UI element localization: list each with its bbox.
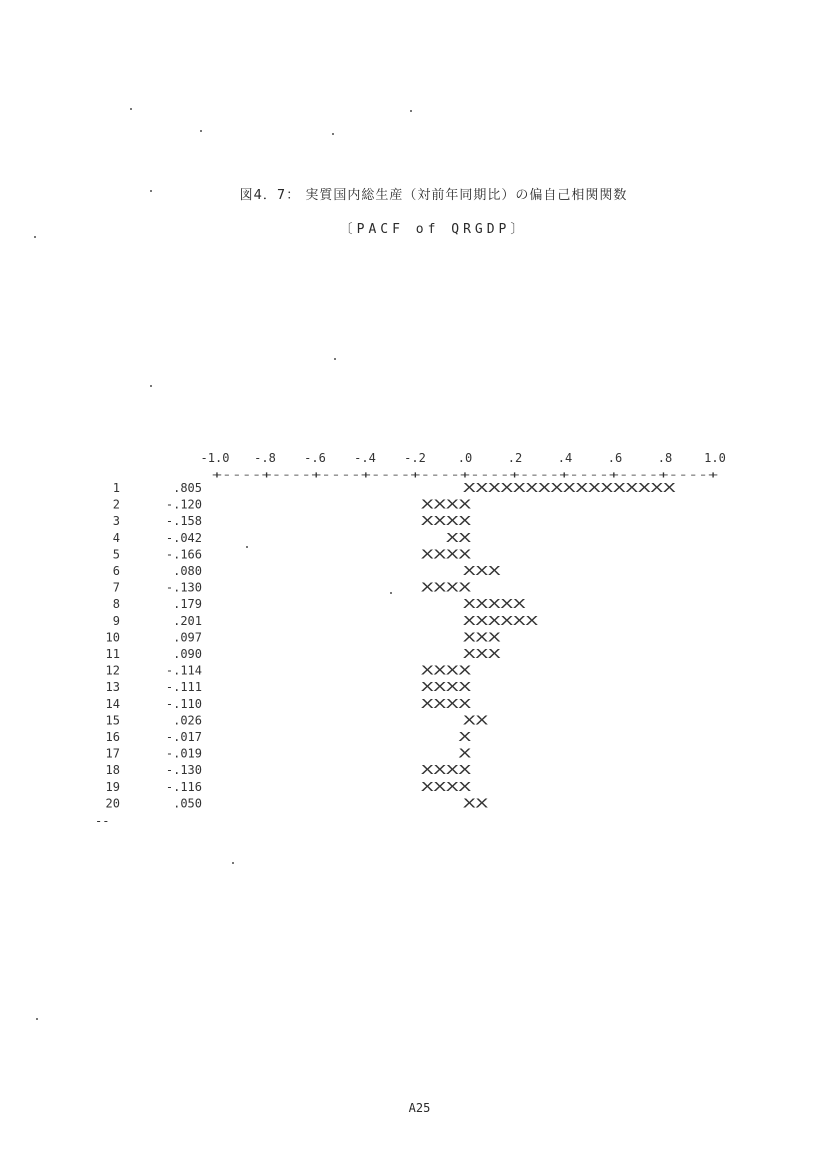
- value-label: -.042: [165, 530, 202, 545]
- pacf-bar: XXXX: [421, 696, 473, 711]
- pacf-bar: XXXX: [421, 580, 473, 595]
- axis-tick-label: -1.0: [200, 451, 230, 465]
- pacf-bar: XXXX: [421, 763, 473, 778]
- value-label: .201: [173, 613, 202, 628]
- lag-label: 18: [105, 763, 120, 778]
- pacf-bar: XXX: [463, 647, 502, 661]
- pacf-bar: XXXX: [421, 663, 473, 678]
- scan-speck: [246, 546, 248, 548]
- value-label: -.114: [165, 663, 202, 678]
- pacf-bar: XXXXX: [463, 597, 527, 612]
- pacf-bar: XXX: [463, 630, 502, 645]
- pacf-bar: XXXXXX: [463, 613, 540, 628]
- lag-label: 7: [112, 580, 120, 595]
- lag-label: 8: [112, 597, 120, 612]
- figure-title: 図4．7： 実質国内総生産（対前年同期比）の偏自己相関関数: [239, 188, 628, 203]
- lag-label: 19: [105, 779, 120, 794]
- pacf-bar: XXXXXXXXXXXXXXXXX: [463, 481, 677, 495]
- axis-tick-label: 1.0: [704, 451, 726, 465]
- value-label: .050: [173, 796, 202, 811]
- value-label: -.019: [165, 746, 202, 761]
- value-label: -.017: [165, 730, 202, 744]
- lag-label: 17: [105, 746, 120, 761]
- pacf-bar: XXXX: [421, 514, 473, 529]
- lag-label: 11: [105, 647, 120, 661]
- scan-speck: [150, 385, 152, 387]
- lag-label: 20: [105, 796, 120, 811]
- end-marker: --: [95, 814, 110, 828]
- lag-label: 10: [105, 630, 120, 645]
- value-label: -.111: [165, 680, 202, 695]
- pacf-bar: XXX: [463, 564, 502, 578]
- value-label: -.120: [165, 497, 202, 512]
- value-label: .805: [173, 481, 202, 495]
- value-label: -.166: [165, 547, 202, 562]
- lag-label: 15: [105, 713, 120, 728]
- lag-label: 2: [112, 497, 120, 512]
- value-label: .179: [173, 597, 202, 612]
- scan-speck: [334, 358, 336, 360]
- value-label: -.110: [165, 696, 202, 711]
- axis-tick-label: -.2: [404, 451, 426, 465]
- lag-label: 12: [105, 663, 120, 678]
- scan-speck: [150, 190, 152, 192]
- axis-tick-label: -.4: [354, 451, 376, 465]
- axis-tick-label: .6: [607, 451, 623, 465]
- lag-label: 1: [112, 481, 120, 495]
- value-label: -.116: [165, 779, 202, 794]
- axis-tick-label: -.8: [254, 451, 276, 465]
- lag-label: 9: [112, 613, 120, 628]
- axis-tick-label: .4: [557, 451, 573, 465]
- value-label: .080: [173, 564, 202, 578]
- lag-label: 5: [112, 547, 120, 562]
- pacf-bar: XX: [463, 713, 490, 728]
- scan-speck: [200, 130, 202, 132]
- scan-speck: [36, 1018, 38, 1020]
- pacf-bar: XXXX: [421, 779, 473, 794]
- axis-tick-label: .8: [657, 451, 673, 465]
- pacf-bar: X: [458, 746, 473, 761]
- value-label: -.130: [165, 580, 202, 595]
- axis-tick-label: .0: [457, 451, 473, 465]
- value-label: -.158: [165, 514, 202, 529]
- pacf-bar: XXXX: [421, 680, 473, 695]
- scan-speck: [34, 236, 36, 238]
- lag-label: 16: [105, 730, 120, 744]
- scan-speck: [130, 108, 132, 110]
- axis-tick-label: .2: [507, 451, 523, 465]
- value-label: .097: [173, 630, 202, 645]
- lag-label: 4: [112, 530, 120, 545]
- pacf-bar: XX: [446, 530, 473, 545]
- lag-label: 3: [112, 514, 120, 529]
- lag-label: 13: [105, 680, 120, 695]
- value-label: .026: [173, 713, 202, 728]
- value-label: .090: [173, 647, 202, 661]
- axis-line: +----+----+----+----+----+----+----+----+----+----+: [212, 470, 718, 481]
- scan-speck: [332, 133, 334, 135]
- scan-speck: [390, 592, 392, 594]
- page-number: A25: [408, 1101, 431, 1115]
- lag-label: 14: [105, 696, 120, 711]
- pacf-bar: X: [458, 730, 473, 744]
- value-label: -.130: [165, 763, 202, 778]
- lag-label: 6: [112, 564, 120, 578]
- figure-subtitle: 〔PACF of QRGDP〕: [339, 222, 528, 237]
- scan-speck: [232, 862, 234, 864]
- scan-speck: [410, 110, 412, 112]
- axis-tick-label: -.6: [304, 451, 326, 465]
- pacf-bar: XXXX: [421, 547, 473, 562]
- pacf-bar: XX: [463, 796, 490, 811]
- pacf-bar: XXXX: [421, 497, 473, 512]
